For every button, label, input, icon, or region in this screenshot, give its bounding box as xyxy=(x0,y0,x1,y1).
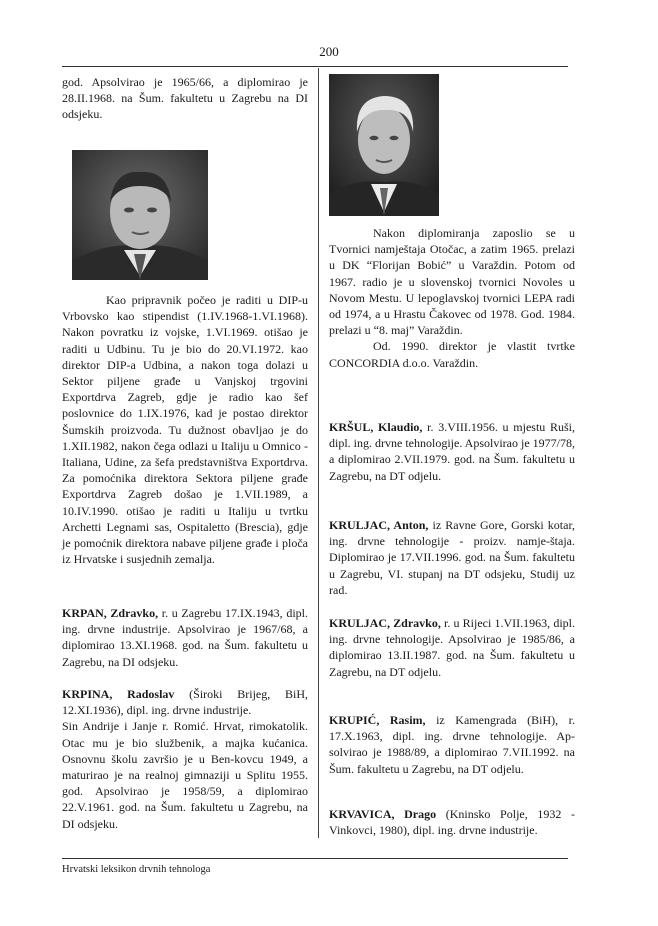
entry-krvavica-drago xyxy=(329,806,575,838)
right-bio-text: Nakon diplomiranja zaposlio se u Tvornici namještaja Otočac, a zatim 1965. prelazi u DK “Florijan Bobić” u Varaždin. Potom od 1967. radio je u slovenskoj tvornici Novoles u Novom Mestu. U lepoglavskoj tvornici LEPA radi od 1974, a u Hrastu Čakovec od 1978. God. 1984. prelazi u “8. maj” Varaždin. Od. 1990. direktor je vlastit tvrtke CONCORDIA d.o.o. Varaždin. xyxy=(329,226,575,370)
entry-krpina-radoslav xyxy=(62,686,308,832)
entry-name: KRULJAC, Anton, xyxy=(329,518,429,532)
entry-text: r. 3.VIII.1956. u mjestu Ruši, dipl. ing. drvne tehnologije. Apsolvirao je 1977/78, a diplomirao 2.VII.1979. god. na Šum. fakultetu u Zagrebu, na DT odjelu. xyxy=(329,420,575,483)
entry-text: iz Kamengrada (BiH), r. 17.X.1963, dipl. ing. drvne tehnologije. Ap-solvirao je 1988/89, a diplomirao 7.VII.1992. na Šum. fakultetu u Zagrebu, na DT odjelu. xyxy=(329,713,576,776)
portrait-photo-right xyxy=(329,74,439,216)
entry-text: r. u Zagrebu 17.IX.1943, dipl. ing. drvne industrije. Apsolvirao je 1967/68, a diplomirao 13.XI.1968. god. na Šum. fakultetu u Zagrebu, na DI odsjeku. xyxy=(62,606,308,669)
entry-krpan-zdravko xyxy=(62,605,308,670)
entry-text-continued: Sin Andrije i Janje r. Romić. Hrvat, rimokatolik. Otac mu je bio službenik, a majka kućanica. Osnovnu školu završio je u Ben-kovcu 1949, a maturirao je na realnoj gimnaziji u Splitu 1955. god. Apsolvirao je 1958/59, a diplomirao 22.V.1961. god. na Šum. fakultetu u Zagrebu, na DI odsjeku. xyxy=(62,719,308,831)
footer-rule xyxy=(62,858,568,859)
entry-text: r. u Rijeci 1.VII.1963, dipl. ing. drvne tehnologije. Apsolvirao je 1985/86, a diplomirao 13.II.1987. god. na Šum. fakultetu u Zagrebu, na DT odjelu. xyxy=(329,616,575,679)
entry-text: (Kninsko Polje, 1932 - Vinkovci, 1980), dipl. ing. drvne industrije. xyxy=(329,807,575,838)
left-top-text: god. Apsolvirao je 1965/66, a diplomirao je 28.II.1968. na Šum. fakultetu u Zagrebu na DI odsjeku. xyxy=(62,75,308,122)
entry-text: (Široki Brijeg, BiH, 12.XI.1936), dipl. ing. drvne industrije. xyxy=(62,687,308,718)
header-rule xyxy=(62,66,568,67)
portrait-photo-left xyxy=(72,150,208,280)
entry-kruljac-zdravko xyxy=(329,615,575,680)
page-number: 200 xyxy=(319,44,339,59)
entry-krsul-klaudio xyxy=(329,419,575,484)
entry-name: KRUPIĆ, Rasim, xyxy=(329,713,426,727)
entry-name: KRPINA, Radoslav xyxy=(62,687,175,701)
entry-krupic-rasim xyxy=(329,712,575,777)
entry-name: KRŠUL, Klaudio, xyxy=(329,420,423,434)
entry-name: KRVAVICA, Drago xyxy=(329,807,437,821)
column-divider xyxy=(318,68,319,838)
entry-kruljac-anton xyxy=(329,517,575,598)
left-bio-text: Kao pripravnik počeo je raditi u DIP-u Vrbovsko kao stipendist (1.IV.1968-1.VI.1968). Nakon povratku iz vojske, 1.VI.1969. otišao je raditi u Udbinu. Tu je bio do 20.VI.1972. kao direktor DIP-a Udbina, a nakon toga dolazi u Sektor piljene građe u Vanjskoj trgovini Exportdrva Zagreb, gdje je radio kao šef poslovnice do 1.IX.1976, kad je postao direktor Šumskih proizvoda. Tu dužnost obavljao je do 1.XII.1982, nakon čega odlazi u Italiju u Omnico - Italiana, Udine, za šefa predstavništva Exportdrva. Za pomoćnika direktora Sektora piljene građe Exportdrva Zagreb došao je 1.VII.1989, a 10.IV.1990. otišao je raditi u Italiju u tvrtku Archetti Legnami sas, Ospitaletto (Brescia), gdje je pomoćnik direktora nabave piljene građe i ploča iz Hrvatske i susjednih zemalja. xyxy=(62,293,308,567)
footer-text: Hrvatski leksikon drvnih tehnologa xyxy=(62,864,211,875)
entry-name: KRPAN, Zdravko, xyxy=(62,606,159,620)
entry-name: KRULJAC, Zdravko, xyxy=(329,616,441,630)
entry-text: iz Ravne Gore, Gorski kotar, ing. drvne tehnologije - proizv. namje-štaja. Diplomirao je 17.VII.1996. god. na Šum. fakultetu u Zagrebu, VI. stupanj na DT odsjeku, Studij uz rad. xyxy=(329,518,575,597)
